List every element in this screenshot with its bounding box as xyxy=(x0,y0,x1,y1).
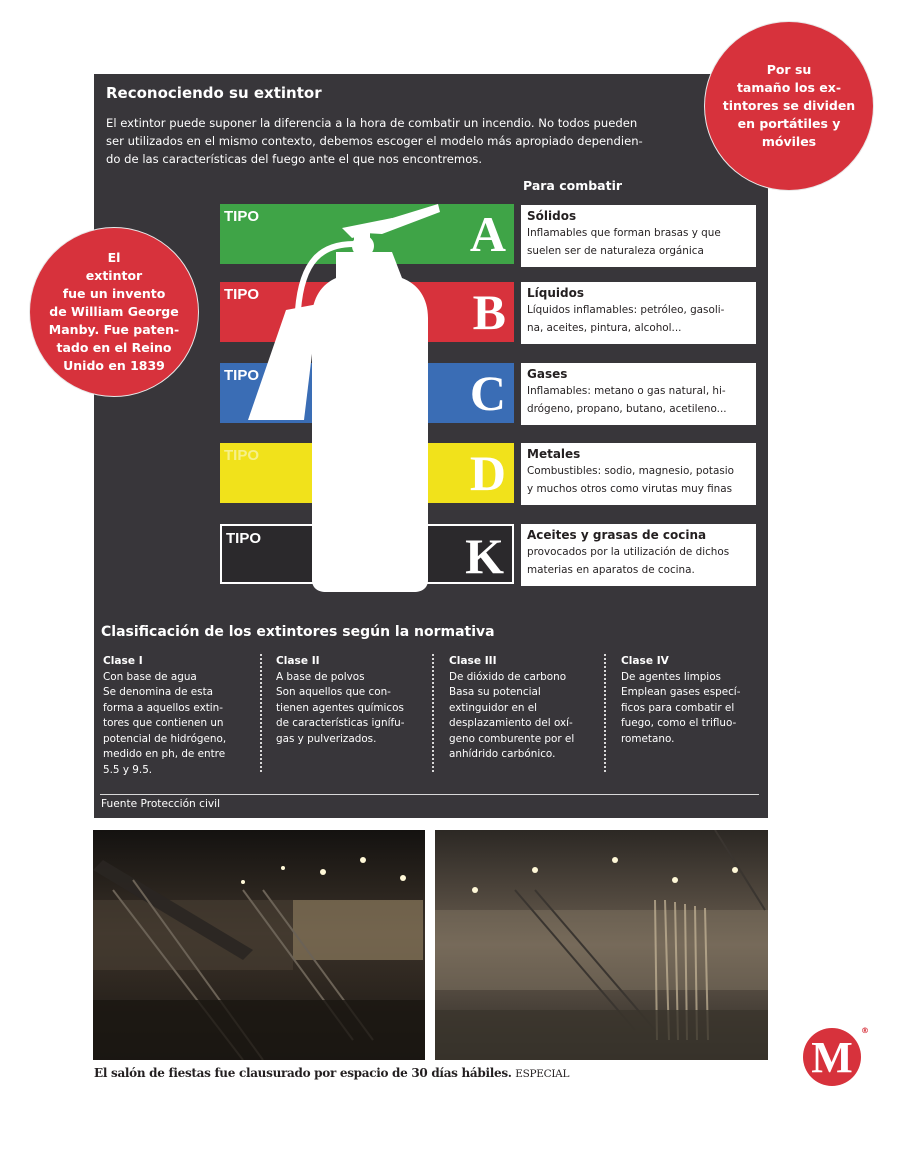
logo-letter: M xyxy=(811,1032,853,1082)
clase-line: De agentes limpios xyxy=(621,670,721,683)
clase-line: Basa su potencial xyxy=(449,686,541,698)
tipo-label: TIPO xyxy=(224,208,260,225)
column-separator xyxy=(432,654,434,772)
clasificacion-title: Clasificación de los extintores según la normativa xyxy=(101,624,495,640)
desc-title: Líquidos xyxy=(527,286,584,300)
milenio-logo xyxy=(803,1026,869,1086)
photo-burned-hall-right xyxy=(435,830,768,1060)
caption-text: El salón de fiestas fue clausurado por espacio de 30 días hábiles. xyxy=(94,1066,512,1080)
clase-line: gas y pulverizados. xyxy=(276,732,377,745)
desc-line: provocados por la utilización de dichos xyxy=(527,546,730,558)
tipo-label: TIPO xyxy=(226,530,262,547)
divider xyxy=(100,794,759,795)
desc-title: Gases xyxy=(527,367,568,381)
desc-text xyxy=(527,301,750,337)
clase-line: 5.5 y 9.5. xyxy=(103,763,153,776)
clase-line: Son aquellos que con- xyxy=(276,686,391,698)
tipo-label: TIPO xyxy=(224,286,260,303)
source-credit: Fuente Protección civil xyxy=(101,798,221,810)
circle-line: móviles xyxy=(761,134,817,149)
tipo-letter: A xyxy=(469,206,506,262)
tipo-label: TIPO xyxy=(224,367,260,384)
circle-line: de William George xyxy=(49,304,179,319)
clase-line: anhídrido carbónico. xyxy=(449,748,556,760)
circle-line: extintor xyxy=(85,268,143,283)
intro-line: ser utilizados en el mismo contexto, debemos escoger el modelo más apropiado dependien- xyxy=(106,134,643,148)
clase-line: desplazamiento del oxí- xyxy=(449,717,573,729)
tipo-c-description xyxy=(521,363,756,425)
circle-line: en portátiles y xyxy=(737,116,841,131)
info-circle-inventor xyxy=(30,228,198,396)
intro-line: do de las características del fuego ante el que nos encontremos. xyxy=(106,152,483,166)
clase-line: potencial de hidrógeno, xyxy=(103,732,227,745)
clase-line: Emplean gases especí- xyxy=(621,686,741,698)
desc-line: Líquidos inflamables: petróleo, gasoli- xyxy=(527,304,725,316)
clase-line: medido en ph, de entre xyxy=(103,748,226,760)
clase-i-column xyxy=(103,654,253,778)
intro-text xyxy=(106,114,706,168)
clase-line: ficos para combatir el xyxy=(621,701,735,714)
desc-line: Inflamables: metano o gas natural, hi- xyxy=(527,385,726,397)
infographic-title: Reconociendo su extintor xyxy=(106,84,322,102)
clase-line: Se denomina de esta xyxy=(103,686,214,698)
desc-line: y muchos otros como virutas muy finas xyxy=(527,483,733,495)
desc-text xyxy=(527,462,750,498)
circle-line: Manby. Fue paten- xyxy=(48,322,180,337)
clase-iii-column xyxy=(449,654,599,763)
clase-line: extinguidor en el xyxy=(449,701,538,714)
para-combatir-heading: Para combatir xyxy=(523,178,623,193)
fire-extinguisher-icon xyxy=(242,200,472,600)
registered-mark: ® xyxy=(861,1026,869,1035)
clase-name: Clase IV xyxy=(621,655,669,667)
tipo-letter: B xyxy=(472,284,506,340)
desc-text xyxy=(527,543,750,579)
clase-iv-column xyxy=(621,654,771,747)
circle-line: Unido en 1839 xyxy=(63,358,165,373)
desc-line: materias en aparatos de cocina. xyxy=(527,564,695,576)
tipo-b-description xyxy=(521,282,756,344)
intro-line: El extintor puede suponer la diferencia a la hora de combatir un incendio. No todos pueden xyxy=(106,116,638,130)
clase-name: Clase I xyxy=(103,655,143,667)
clase-line: A base de polvos xyxy=(276,670,365,683)
clase-line: Con base de agua xyxy=(103,670,197,683)
tipo-label: TIPO xyxy=(224,447,260,464)
tipo-letter: C xyxy=(469,365,506,421)
circle-line: tamaño los ex- xyxy=(736,80,842,95)
photo-burned-hall-left xyxy=(93,830,425,1060)
tipo-a-description xyxy=(521,205,756,267)
clase-line: tienen agentes químicos xyxy=(276,701,404,714)
clase-line: De dióxido de carbono xyxy=(449,670,567,683)
clase-line: de características ignífu- xyxy=(276,717,405,729)
desc-line: Inflamables que forman brasas y que xyxy=(527,227,721,239)
clase-line: fuego, como el trifluo- xyxy=(621,717,737,729)
caption-credit: ESPECIAL xyxy=(515,1068,570,1080)
circle-line: El xyxy=(107,250,121,265)
column-separator xyxy=(604,654,606,772)
clase-line: geno comburente por el xyxy=(449,732,575,745)
circle-line: tintores se dividen xyxy=(722,98,856,113)
circle-line: tado en el Reino xyxy=(56,340,172,355)
clase-line: tores que contienen un xyxy=(103,717,224,729)
desc-title: Aceites y grasas de cocina xyxy=(527,528,707,542)
desc-line: drógeno, propano, butano, acetileno... xyxy=(527,403,727,415)
tipo-k-description xyxy=(521,524,756,586)
desc-line: na, aceites, pintura, alcohol... xyxy=(527,322,682,334)
clase-name: Clase III xyxy=(449,655,497,667)
desc-text xyxy=(527,382,750,418)
desc-line: suelen ser de naturaleza orgánica xyxy=(527,245,704,257)
clase-ii-column xyxy=(276,654,426,747)
photo-caption xyxy=(94,1066,569,1080)
desc-line: Combustibles: sodio, magnesio, potasio xyxy=(527,465,734,477)
desc-text xyxy=(527,224,750,260)
column-separator xyxy=(260,654,262,772)
circle-line: Por su xyxy=(766,62,812,77)
circle-line: fue un invento xyxy=(62,286,166,301)
tipo-letter: D xyxy=(469,445,506,501)
clase-name: Clase II xyxy=(276,655,320,667)
clase-line: forma a aquellos extin- xyxy=(103,701,224,714)
desc-title: Sólidos xyxy=(527,209,577,223)
info-circle-size xyxy=(705,22,873,190)
tipo-d-description xyxy=(521,443,756,505)
clase-line: rometano. xyxy=(621,732,675,745)
infographic-panel xyxy=(94,74,768,818)
desc-title: Metales xyxy=(527,447,581,461)
tipo-letter: K xyxy=(465,528,504,584)
